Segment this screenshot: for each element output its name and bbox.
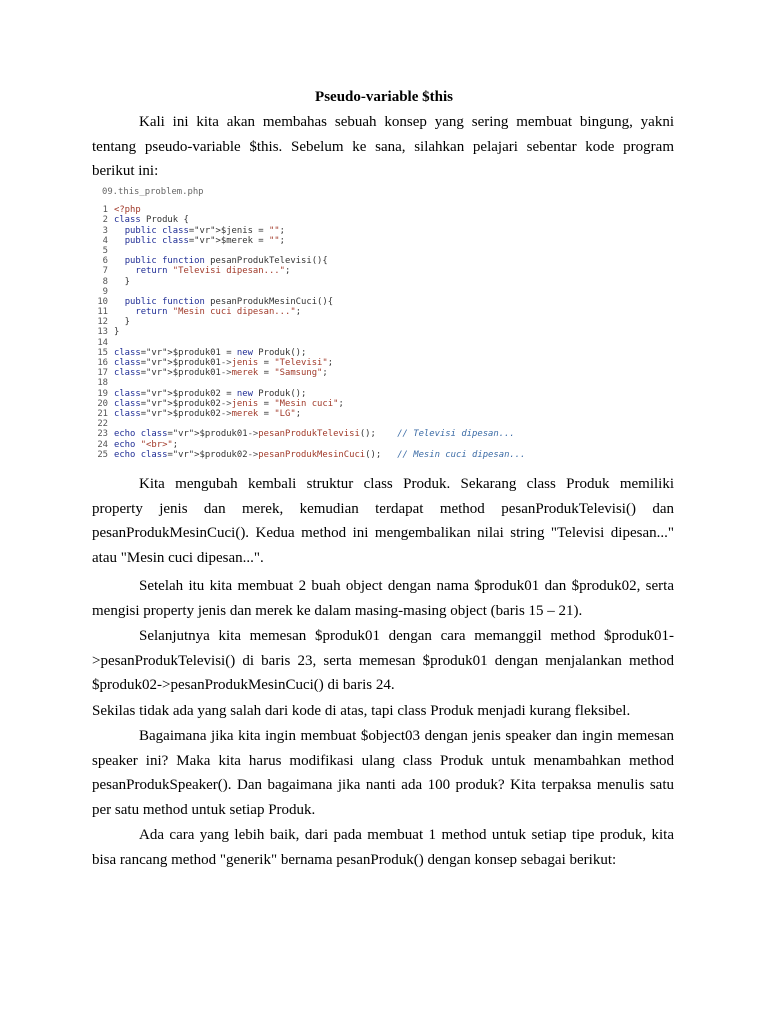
code-line-number: 9 bbox=[102, 286, 108, 297]
text-line: Setelah itu kita membuat 2 buah object dengan nama $produk01 dan $produk02, serta bbox=[139, 578, 674, 594]
code-filename: 09.this_problem.php bbox=[102, 187, 204, 197]
paragraph-4 bbox=[92, 699, 674, 724]
code-line bbox=[94, 368, 654, 378]
code-line-number: 14 bbox=[97, 337, 108, 348]
code-line-text: echo "<br>"; bbox=[114, 439, 179, 450]
code-line bbox=[94, 317, 654, 327]
text-line: berikut ini: bbox=[92, 163, 159, 180]
code-line-number: 6 bbox=[102, 256, 108, 267]
text-line: Selanjutnya kita memesan $produk01 dengan cara memanggil method $produk01- bbox=[139, 628, 674, 644]
code-line bbox=[94, 378, 654, 388]
code-line-number: 10 bbox=[97, 296, 108, 307]
code-line-text: class="vr">$produk02->jenis = "Mesin cuci"; bbox=[114, 398, 344, 409]
code-line-text: public class="vr">$merek = ""; bbox=[124, 235, 285, 246]
code-line-text: public function pesanProdukMesinCuci(){ bbox=[124, 296, 334, 307]
code-line bbox=[94, 348, 654, 358]
code-line-text: echo class="vr">$produk01->pesanProdukTelevisi(); // Televisi dipesan... bbox=[114, 429, 515, 440]
text-line: per satu method untuk setiap Produk. bbox=[92, 801, 316, 818]
code-line-number: 5 bbox=[102, 245, 108, 256]
text-line: $produk02->pesanProdukMesinCuci() di baris 24. bbox=[92, 677, 395, 694]
text-line: mengisi property jenis dan merek ke dalam masing-masing object (baris 15 – 21). bbox=[92, 602, 583, 619]
code-line-text: public function pesanProdukTelevisi(){ bbox=[124, 256, 328, 267]
code-line bbox=[94, 297, 654, 307]
text-line: >pesanProdukTelevisi() di baris 23, serta memesan $produk01 dengan menjalankan method bbox=[92, 652, 674, 669]
code-line-text: } bbox=[114, 276, 131, 287]
code-line-text: <?php bbox=[114, 205, 141, 216]
code-line-text: class="vr">$produk01->merek = "Samsung"; bbox=[114, 368, 328, 379]
text-line: pesanProdukSpeaker(). Dan bagaimana jika nanti ada 100 produk? Kita terpaksa menulis satu bbox=[92, 777, 674, 794]
code-line-number: 21 bbox=[97, 408, 108, 419]
code-line-text: class="vr">$produk02 = new Produk(); bbox=[114, 388, 307, 399]
code-line-number: 19 bbox=[97, 388, 108, 399]
text-line: Sekilas tidak ada yang salah dari kode di atas, tapi class Produk menjadi kurang fleksibel. bbox=[92, 703, 631, 719]
code-line bbox=[94, 256, 654, 266]
paragraph-5 bbox=[92, 724, 674, 822]
code-line-number: 17 bbox=[97, 368, 108, 379]
page-title: Pseudo-variable $this bbox=[315, 89, 453, 105]
code-line bbox=[94, 358, 654, 368]
code-line-number: 16 bbox=[97, 358, 108, 369]
code-line bbox=[94, 266, 654, 276]
code-line-number: 11 bbox=[97, 307, 108, 318]
code-line bbox=[94, 236, 654, 246]
code-line bbox=[94, 205, 654, 215]
code-line-number: 24 bbox=[97, 439, 108, 450]
code-line-number: 15 bbox=[97, 347, 108, 358]
text-line: property jenis dan merek, kemudian terdapat method pesanProdukTelevisi() dan bbox=[92, 500, 674, 517]
text-line: Kita mengubah kembali struktur class Produk. Sekarang class Produk memiliki bbox=[139, 476, 674, 492]
code-line-number: 25 bbox=[97, 449, 108, 460]
paragraph-2 bbox=[92, 574, 674, 623]
code-line bbox=[94, 399, 654, 409]
code-line bbox=[94, 226, 654, 236]
code-line bbox=[94, 450, 654, 460]
code-line-text: return "Mesin cuci dipesan..."; bbox=[135, 307, 302, 318]
code-line-text: class="vr">$produk01->jenis = "Televisi"; bbox=[114, 358, 334, 369]
code-line-text: class="vr">$produk02->merek = "LG"; bbox=[114, 408, 302, 419]
paragraph-3 bbox=[92, 624, 674, 698]
intro-paragraph bbox=[92, 110, 674, 184]
code-line bbox=[94, 327, 654, 337]
code-line bbox=[94, 389, 654, 399]
code-line-number: 4 bbox=[102, 235, 108, 246]
code-line-number: 18 bbox=[97, 378, 108, 389]
code-line bbox=[94, 215, 654, 225]
code-line-text: public class="vr">$jenis = ""; bbox=[124, 225, 285, 236]
text-line: speaker ini? Maka kita harus modifikasi ulang class Produk untuk menambahkan method bbox=[92, 752, 674, 769]
paragraph-6 bbox=[92, 823, 674, 872]
code-line bbox=[94, 277, 654, 287]
code-line bbox=[94, 246, 654, 256]
code-line-text: } bbox=[114, 327, 120, 338]
text-line: atau "Mesin cuci dipesan...". bbox=[92, 549, 264, 566]
paragraph-1 bbox=[92, 472, 674, 570]
code-line bbox=[94, 429, 654, 439]
code-lines bbox=[94, 205, 654, 460]
code-line-number: 23 bbox=[97, 429, 108, 440]
text-line: Kali ini kita akan membahas sebuah konsep yang sering membuat bingung, yakni bbox=[139, 114, 674, 130]
code-line-text: class Produk { bbox=[114, 215, 189, 226]
code-line-text: } bbox=[114, 317, 131, 328]
code-line-text: class="vr">$produk01 = new Produk(); bbox=[114, 347, 307, 358]
code-line bbox=[94, 419, 654, 429]
code-line-text: echo class="vr">$produk02->pesanProdukMesinCuci(); // Mesin cuci dipesan... bbox=[114, 449, 526, 460]
code-line bbox=[94, 287, 654, 297]
code-line-number: 7 bbox=[102, 266, 108, 277]
code-line bbox=[94, 338, 654, 348]
text-line: bisa rancang method "generik" bernama pesanProduk() dengan konsep sebagai berikut: bbox=[92, 851, 617, 868]
code-line-number: 12 bbox=[97, 317, 108, 328]
code-line-number: 1 bbox=[102, 205, 108, 216]
code-line-number: 20 bbox=[97, 398, 108, 409]
code-line-number: 2 bbox=[102, 215, 108, 226]
code-line-number: 3 bbox=[102, 225, 108, 236]
code-line-text: return "Televisi dipesan..."; bbox=[135, 266, 291, 277]
code-line-number: 13 bbox=[97, 327, 108, 338]
text-line: Ada cara yang lebih baik, dari pada membuat 1 method untuk setiap tipe produk, kita bbox=[139, 827, 674, 843]
code-line-number: 22 bbox=[97, 419, 108, 430]
code-line-number: 8 bbox=[102, 276, 108, 287]
code-line bbox=[94, 409, 654, 419]
text-line: pesanProdukMesinCuci(). Kedua method ini mengembalikan nilai string "Televisi dipesan..." bbox=[92, 525, 674, 542]
code-line bbox=[94, 307, 654, 317]
code-listing bbox=[94, 187, 654, 460]
text-line: tentang pseudo-variable $this. Sebelum ke sana, silahkan pelajari sebentar kode program bbox=[92, 138, 674, 155]
text-line: Bagaimana jika kita ingin membuat $object03 dengan jenis speaker dan ingin memesan bbox=[139, 728, 674, 744]
code-line bbox=[94, 440, 654, 450]
